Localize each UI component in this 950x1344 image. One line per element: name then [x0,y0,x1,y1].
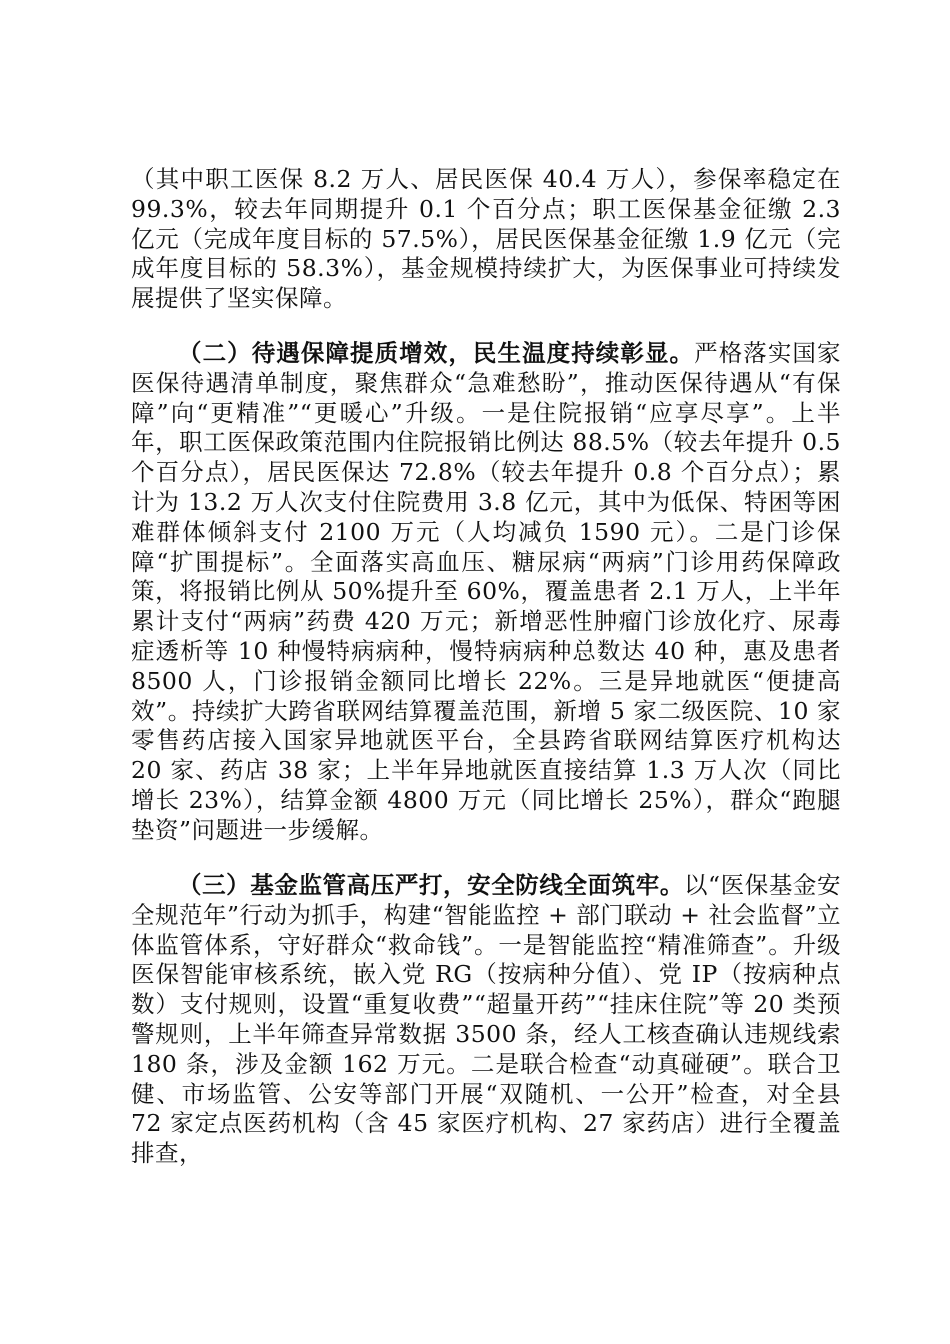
paragraph-3 [131,871,841,1169]
paragraph-1-body: （其中职工医保 8.2 万人、居民医保 40.4 万人），参保率稳定在 99.3%，较去年同期提升 0.1 个百分点；职工医保基金征缴 2.3 亿元（完成年度目标的 57.5%），居民医保基金征缴 1.9 亿元（完成年度目标的 58.3%），基金规模持续扩大，为医保事业可持续发展提供了坚实保障。 [131,165,841,313]
paragraph-2 [131,339,841,846]
paragraph-3-heading: （三）基金监管高压严打，安全防线全面筑牢。 [178,871,684,899]
paragraph-2-body: 严格落实国家医保待遇清单制度，聚焦群众“急难愁盼”，推动医保待遇从“有保障”向“更精准”“更暖心”升级。一是住院报销“应享尽享”。上半年，职工医保政策范围内住院报销比例达 88.5%（较去年提升 0.5 个百分点），居民医保达 72.8%（较去年提升 0.8 个百分点）；累计为 13.2 万人次支付住院费用 3.8 亿元，其中为低保、特困等困难群体倾斜支付 2100 万元（人均减负 1590 元）。二是门诊保障“扩围提标”。全面落实高血压、糖尿病“两病”门诊用药保障政策，将报销比例从 50%提升至 60%，覆盖患者 2.1 万人，上半年累计支付“两病”药费 420 万元；新增恶性肿瘤门诊放化疗、尿毒症透析等 10 种慢特病病种，慢特病病种总数达 40 种，惠及患者 8500 人，门诊报销金额同比增长 22%。三是异地就医“便捷高效”。持续扩大跨省联网结算覆盖范围，新增 5 家二级医院、10 家零售药店接入国家异地就医平台，全县跨省联网结算医疗机构达 20 家、药店 38 家；上半年异地就医直接结算 1.3 万人次（同比增长 23%），结算金额 4800 万元（同比增长 25%），群众“跑腿垫资”问题进一步缓解。 [131,339,842,844]
paragraph-2-heading: （二）待遇保障提质增效，民生温度持续彰显。 [178,339,695,367]
paragraph-1 [131,165,841,314]
paragraph-3-body: 以“医保基金安全规范年”行动为抓手，构建“智能监控 + 部门联动 + 社会监督”立体监管体系，守好群众“救命钱”。一是智能监控“精准筛查”。升级医保智能审核系统，嵌入党 RG（按病种分值）、党 IP（按病种点数）支付规则，设置“重复收费”“超量开药”“挂床住院”等 20 类预警规则，上半年筛查异常数据 3500 条，经人工核查确认违规线索 180 条，涉及金额 162 万元。二是联合检查“动真碰硬”。联合卫健、市场监管、公安等部门开展“双随机、一公开”检查，对全县 72 家定点医药机构（含 45 家医疗机构、27 家药店）进行全覆盖排查， [131,871,842,1168]
